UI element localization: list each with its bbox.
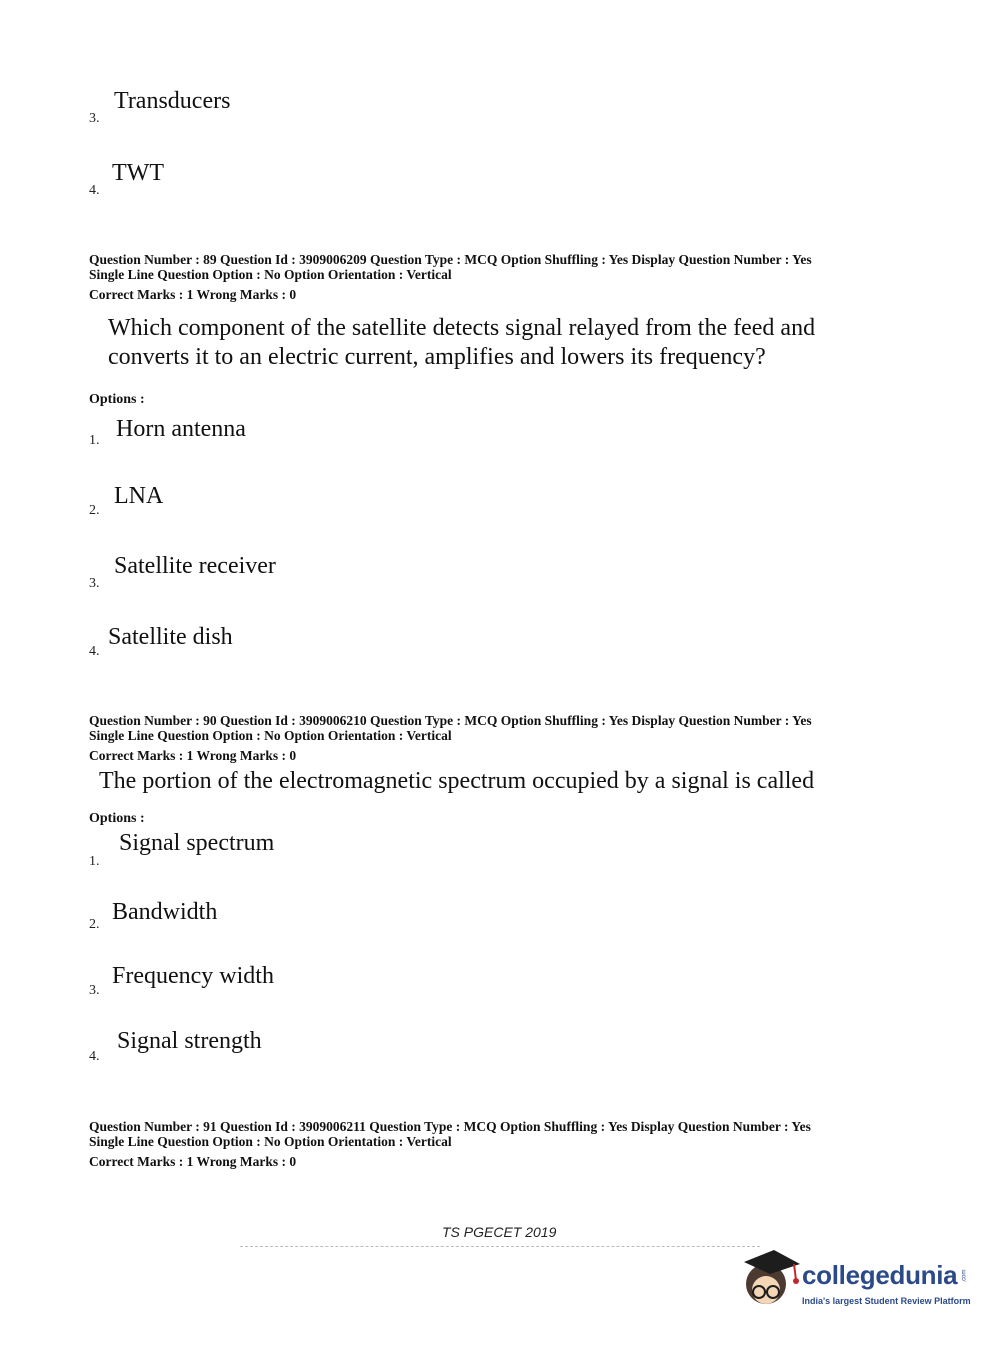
footer-exam-label: TS PGECET 2019 (442, 1224, 557, 1240)
q90-option-2-number: 2. (89, 917, 100, 932)
q89-option-3-text[interactable]: Satellite receiver (114, 553, 276, 579)
q89-marks: Correct Marks : 1 Wrong Marks : 0 (89, 287, 297, 302)
q91-meta-line1: Question Number : 91 Question Id : 3909006211 Question Type : MCQ Option Shuffling : Yes Display Question Number : Yes (89, 1119, 811, 1134)
q89-question-line1: Which component of the satellite detects signal relayed from the feed and (108, 315, 816, 341)
q90-options-label: Options : (89, 811, 145, 826)
mascot-icon (740, 1246, 802, 1312)
q90-option-4-text[interactable]: Signal strength (117, 1028, 262, 1054)
q91-marks: Correct Marks : 1 Wrong Marks : 0 (89, 1154, 297, 1169)
q89-option-2-text[interactable]: LNA (114, 483, 164, 509)
q89-option-3-number: 3. (89, 576, 100, 591)
q89-options-label: Options : (89, 392, 145, 407)
q90-question-line1: The portion of the electromagnetic spectrum occupied by a signal is called (99, 768, 815, 794)
q90-meta-line2: Single Line Question Option : No Option Orientation : Vertical (89, 728, 452, 743)
q90-option-3-text[interactable]: Frequency width (112, 963, 274, 989)
q90-option-1-text[interactable]: Signal spectrum (119, 830, 275, 856)
q89-option-2-number: 2. (89, 503, 100, 518)
q89-option-1-text[interactable]: Horn antenna (116, 416, 246, 442)
q89-meta-line2: Single Line Question Option : No Option Orientation : Vertical (89, 267, 452, 282)
q90-option-2-text[interactable]: Bandwidth (112, 899, 218, 925)
q89-meta-line1: Question Number : 89 Question Id : 3909006209 Question Type : MCQ Option Shuffling : Yes Display Question Number : Yes (89, 252, 812, 267)
q90-option-3-number: 3. (89, 983, 100, 998)
q90-option-1-number: 1. (89, 854, 100, 869)
q90-marks: Correct Marks : 1 Wrong Marks : 0 (89, 748, 297, 763)
q90-meta-line1: Question Number : 90 Question Id : 3909006210 Question Type : MCQ Option Shuffling : Yes Display Question Number : Yes (89, 713, 812, 728)
q90-option-4-number: 4. (89, 1049, 100, 1064)
logo-com: .com (961, 1269, 968, 1283)
prev-option-4-number: 4. (89, 183, 100, 198)
q91-meta-line2: Single Line Question Option : No Option Orientation : Vertical (89, 1134, 452, 1149)
footer-divider (240, 1246, 760, 1247)
q89-question-line2: converts it to an electric current, amplifies and lowers its frequency? (108, 344, 766, 370)
prev-option-4-text: TWT (112, 160, 164, 186)
collegedunia-logo (740, 1246, 970, 1316)
q89-option-1-number: 1. (89, 433, 100, 448)
q89-option-4-number: 4. (89, 644, 100, 659)
logo-tagline: India's largest Student Review Platform (802, 1296, 971, 1306)
prev-option-3-text: Transducers (114, 88, 231, 114)
logo-wordmark: collegedunia (802, 1260, 958, 1290)
prev-option-3-number: 3. (89, 111, 100, 126)
q89-option-4-text[interactable]: Satellite dish (108, 624, 233, 650)
